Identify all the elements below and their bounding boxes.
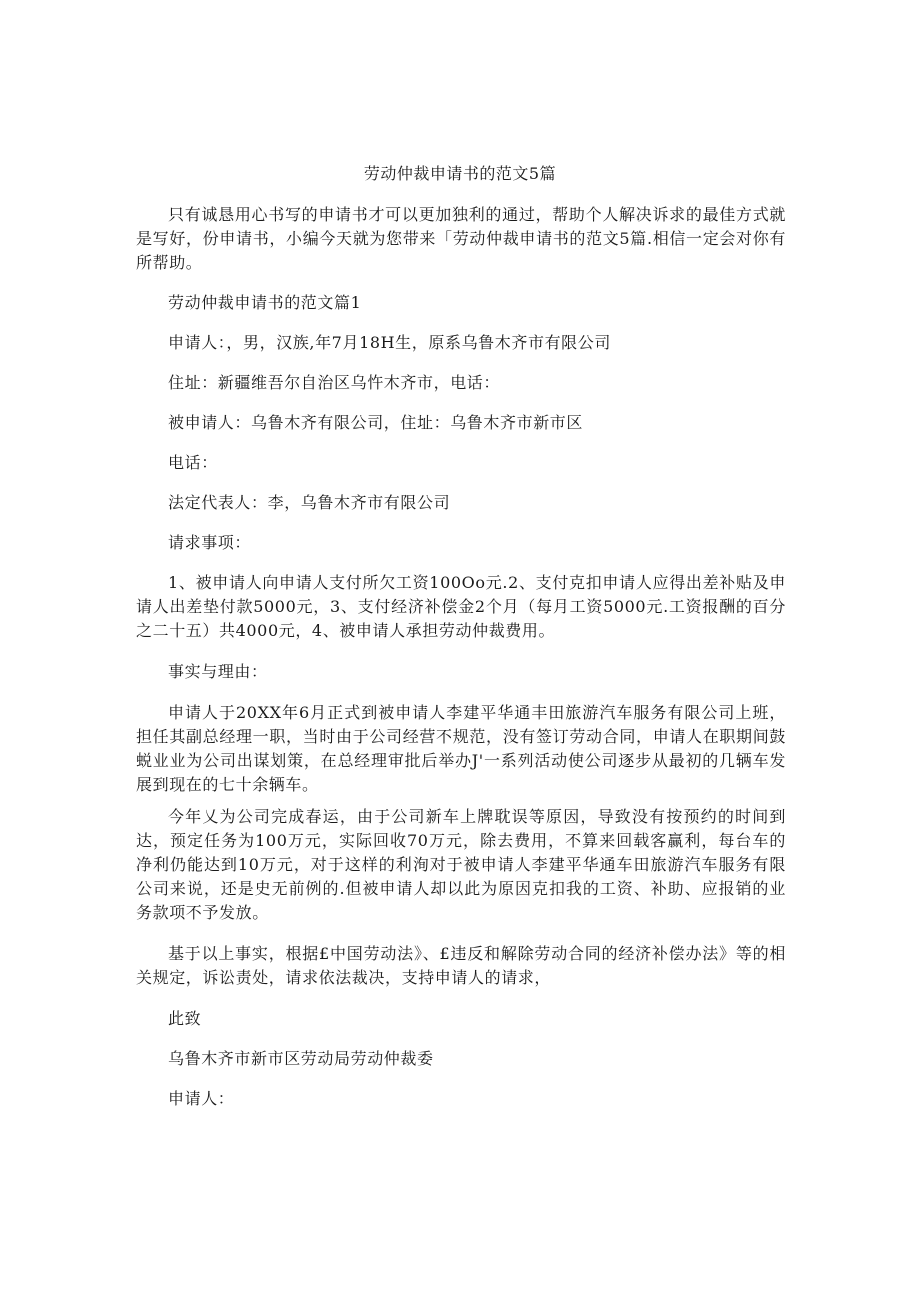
applicant-line: 申请人：，男，汉族,年7月18H生，原系乌鲁木齐市有限公司 xyxy=(168,333,611,352)
respondent-line: 被申请人：乌鲁木齐有限公司，住址：乌鲁木齐市新市区 xyxy=(168,413,584,432)
address-line: 住址：新疆维吾尔自治区乌忤木齐市，电话： xyxy=(168,373,501,392)
basis-paragraph: 基于以上事实，根据£中国劳动法》、£违反和解除劳动合同的经济补偿办法》等的相关规定，诉讼责处，请求依法裁决，支持申请人的请求， xyxy=(136,944,786,987)
facts-paragraph-2: 今年乂为公司完成春运，由于公司新车上牌耽误等原因，导致没有按预约的时间到达，预定任务为100万元，实际回收70万元，除去费用，不算来回载客赢利，每台车的净利仍能达到10万元，对于这样的利洵对于被申请人李建平华通车田旅游汽车服务有限公司来说，还是史无前例的.但被申请人却以此为原因克扣我的工资、补助、应报销的业务款项不予发放。 xyxy=(136,807,786,922)
facts-heading: 事实与理由： xyxy=(168,662,268,681)
phone-line: 电话： xyxy=(168,453,218,472)
requests-heading: 请求事项： xyxy=(168,533,252,552)
document-title: 劳动仲裁申请书的范文5篇 xyxy=(363,164,557,183)
section-heading: 劳动仲裁申请书的范文篇1 xyxy=(168,293,362,312)
facts-paragraph-1: 申请人于20XX年6月正式到被申请人李建平华通丰田旅游汽车服务有限公司上班，担任其副总经理一职，当时由于公司经营不规范，没有签订劳动合同，申请人在职期间鼓蜕业业为公司出谋划策，在总经理审批后举办J'一系列活动使公司逐步从最初的几辆车发展到现在的七十余辆车。 xyxy=(136,703,786,794)
requests-paragraph: 1、被申请人向申请人支付所欠工资100Oo元.2、支付克扣申请人应得出差补贴及申请人出差垫付款5000元，3、支付经济补偿金2个月（每月工资5000元.工资报酬的百分之二十五）共4000元，4、被申请人承担劳动仲裁费用。 xyxy=(136,573,786,640)
salutation-line: 此致 xyxy=(168,1009,202,1028)
intro-paragraph: 只有诚恳用心书写的申请书才可以更加独利的通过，帮助个人解决诉求的最佳方式就是写好，份申请书，小编今天就为您带来「劳动仲裁申请书的范文5篇.相信一定会对你有所帮助。 xyxy=(136,205,786,272)
signature-line: 申请人： xyxy=(168,1089,235,1108)
document-body xyxy=(136,203,786,1111)
legal-rep-line: 法定代表人：李，乌鲁木齐市有限公司 xyxy=(168,493,451,512)
recipient-line: 乌鲁木齐市新市区劳动局劳动仲裁委 xyxy=(168,1049,434,1068)
